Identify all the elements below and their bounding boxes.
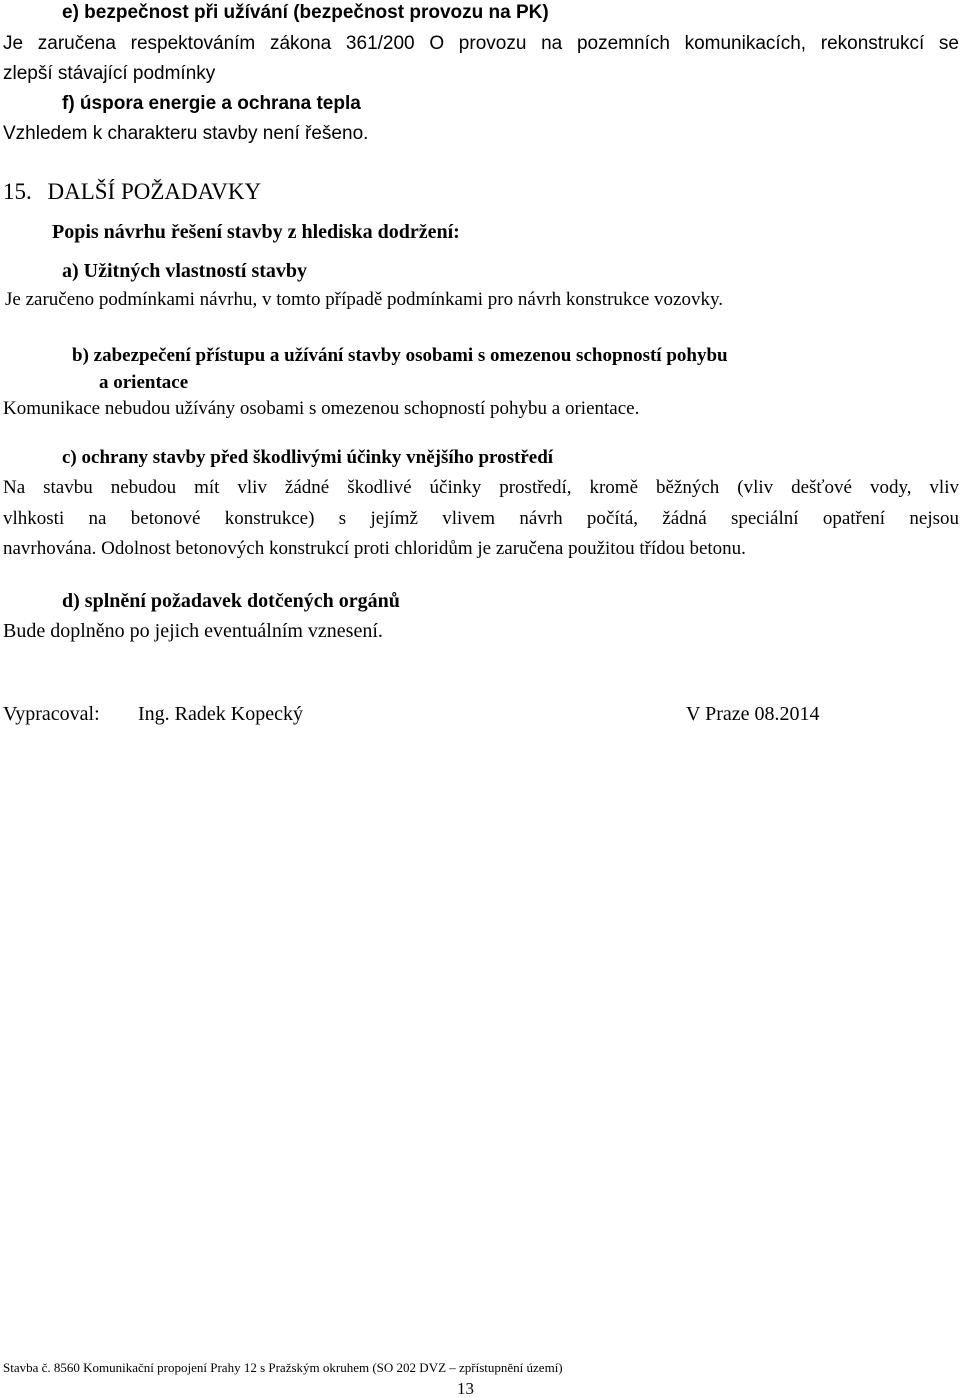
item-c-text-line1: Na stavbu nebudou mít vliv žádné škodlivé účinky prostředí, kromě běžných (vliv dešťové vody, vliv xyxy=(3,477,959,498)
item-d-heading: d) splnění požadavek dotčených orgánů xyxy=(62,590,400,612)
section-f-text: Vzhledem k charakteru stavby není řešeno. xyxy=(3,123,369,144)
section-e-heading: e) bezpečnost při užívání (bezpečnost provozu na PK) xyxy=(62,2,549,23)
signature-name: Ing. Radek Kopecký xyxy=(138,703,303,725)
section-f-heading: f) úspora energie a ochrana tepla xyxy=(62,93,361,114)
item-c-text-line3: navrhována. Odolnost betonových konstrukcí proti chloridům je zaručena použitou třídou betonu. xyxy=(3,538,746,559)
chapter-heading xyxy=(3,180,261,203)
item-b-text: Komunikace nebudou užívány osobami s omezenou schopností pohybu a orientace. xyxy=(3,398,640,419)
chapter-title: DALŠÍ POŽADAVKY xyxy=(47,179,262,204)
item-a-text: Je zaručeno podmínkami návrhu, v tomto případě podmínkami pro návrh konstrukce vozovky. xyxy=(5,289,723,310)
item-b-heading-line1: b) zabezpečení přístupu a užívání stavby osobami s omezenou schopností pohybu xyxy=(72,345,728,366)
page-number: 13 xyxy=(457,1379,474,1398)
item-c-text-line2: vlhkosti na betonové konstrukce) s jejímž vlivem návrh počítá, žádná speciální opatření nejsou xyxy=(3,508,959,529)
item-d-text: Bude doplněno po jejich eventuálním vznesení. xyxy=(3,620,383,642)
item-c-heading: c) ochrany stavby před škodlivými účinky vnějšího prostředí xyxy=(62,447,554,468)
signature-label: Vypracoval: xyxy=(3,703,100,725)
signature-place-date: V Praze 08.2014 xyxy=(686,703,820,725)
chapter-subtitle: Popis návrhu řešení stavby z hlediska dodržení: xyxy=(52,221,460,243)
page-footer: Stavba č. 8560 Komunikační propojení Prahy 12 s Pražským okruhem (SO 202 DVZ – zpřístupnění území) xyxy=(3,1360,563,1375)
chapter-number: 15. xyxy=(3,179,32,204)
section-e-text-line1: Je zaručena respektováním zákona 361/200 O provozu na pozemních komunikacích, rekonstrukcí se xyxy=(3,33,959,54)
section-e-text-line2: zlepší stávající podmínky xyxy=(3,63,216,84)
item-a-heading: a) Užitných vlastností stavby xyxy=(62,260,308,282)
item-b-heading-line2: a orientace xyxy=(99,372,189,393)
